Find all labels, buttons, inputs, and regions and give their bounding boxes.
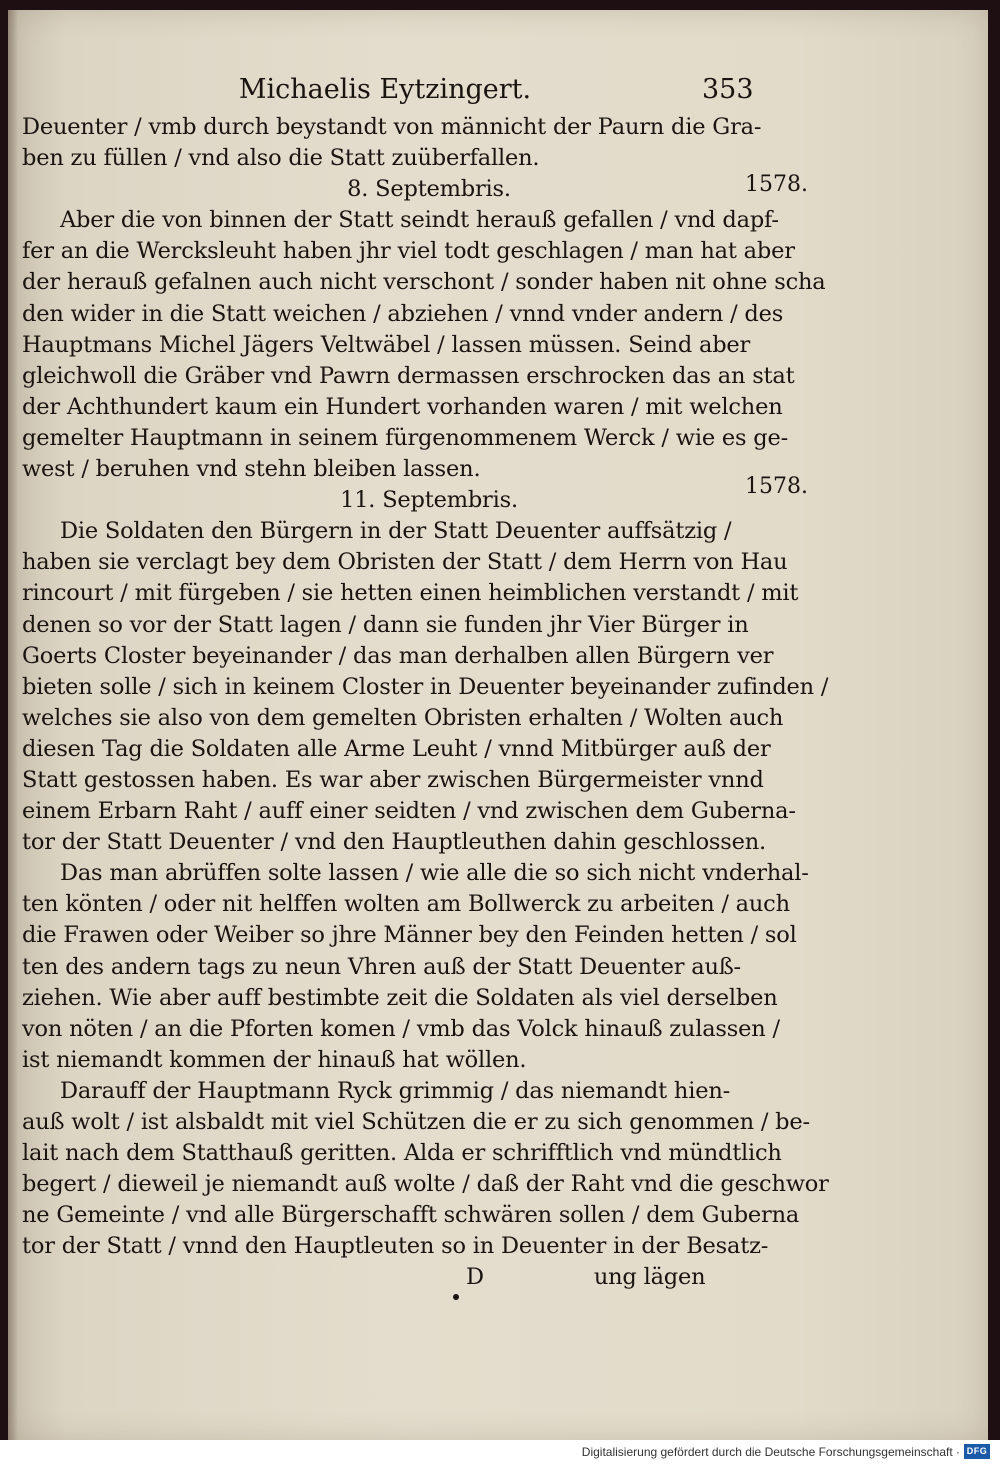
text-line: der Achthundert kaum ein Hundert vorhanden waren / mit welchen	[22, 393, 783, 420]
text-line: lait nach dem Statthauß geritten. Alda er schrifftlich vnd mündtlich	[22, 1140, 782, 1167]
text-line: denen so vor der Statt lagen / dann sie funden jhr Vier Bürger in	[22, 611, 749, 638]
signature-line	[22, 1262, 746, 1293]
text-line: Darauff der Hauptmann Ryck grimmig / das niemandt hien-	[60, 1077, 731, 1104]
signature-mark: D	[466, 1264, 484, 1291]
margin-note-year: 1578.	[745, 172, 808, 197]
text-line: ten könten / oder nit helffen wolten am Bollwerck zu arbeiten / auch	[22, 891, 790, 918]
text-line: Die Soldaten den Bürgern in der Statt Deuenter auffsätzig /	[60, 518, 732, 545]
text-line: Goerts Closter beyeinander / das man derhalben allen Bürgern ver	[22, 642, 774, 669]
text-line: Hauptmans Michel Jägers Veltwäbel / lassen müssen. Seind aber	[22, 331, 751, 358]
text-line: ziehen. Wie aber auff bestimbte zeit die Soldaten als viel derselben	[22, 984, 778, 1011]
text-line: ten des andern tags zu neun Vhren auß der Statt Deuenter auß-	[22, 953, 741, 980]
text-line: rincourt / mit fürgeben / sie hetten einen heimblichen verstandt / mit	[22, 580, 799, 607]
text-line: Aber die von binnen der Statt seindt herauß gefallen / vnd dapf-	[60, 207, 779, 234]
text-line: die Frawen oder Weiber so jhre Männer bey den Feinden hetten / sol	[22, 922, 797, 949]
footer-credit: Digitalisierung gefördert durch die Deutsche Forschungsgemeinschaft ·	[581, 1445, 960, 1459]
text-line: ist niemandt kommen der hinauß hat wöllen.	[22, 1046, 527, 1073]
text-line: von nöten / an die Pforten komen / vmb das Volck hinauß zulassen /	[22, 1015, 780, 1042]
text-line: der herauß gefalnen auch nicht verschont / sonder haben nit ohne scha	[22, 269, 826, 296]
text-line: bieten solle / sich in keinem Closter in Deuenter beyeinander zufinden /	[22, 673, 829, 700]
text-line: fer an die Wercksleuht haben jhr viel todt geschlagen / man hat aber	[22, 238, 795, 265]
footer-bar	[0, 1440, 1000, 1466]
running-header: Michaelis Eytzingert.	[238, 74, 532, 105]
text-line: west / beruhen vnd stehn bleiben lassen.	[22, 456, 481, 483]
catchword: ung lägen	[593, 1264, 706, 1291]
dfg-logo-icon: DFG	[964, 1444, 990, 1459]
text-line: Das man abrüffen solte lassen / wie alle die so sich nicht vnderhal-	[60, 860, 809, 887]
page-number: 353	[702, 74, 754, 105]
text-line: den wider in die Statt weichen / abziehen / vnnd vnder andern / des	[22, 300, 784, 327]
text-line: ben zu füllen / vnd also die Statt zuüberfallen.	[22, 145, 540, 172]
text-line: auß wolt / ist alsbaldt mit viel Schützen die er zu sich genommen / be-	[22, 1109, 810, 1135]
text-line: tor der Statt / vnnd den Hauptleuten so in Deuenter in der Besatz-	[22, 1233, 769, 1260]
text-line: Statt gestossen haben. Es war aber zwischen Bürgermeister vnnd	[22, 766, 764, 793]
date-heading: 8. Septembris.	[347, 176, 511, 203]
page-gutter-shadow	[8, 10, 18, 1440]
text-line: Deuenter / vmb durch beystandt von männicht der Paurn die Gra-	[22, 114, 762, 140]
text-line: diesen Tag die Soldaten alle Arme Leuht / vnnd Mitbürger auß der	[22, 735, 771, 762]
text-line: begert / dieweil je niemandt auß wolte / daß der Raht vnd die geschwor	[22, 1171, 829, 1198]
margin-note-year: 1578.	[745, 474, 808, 499]
text-line: ne Gemeinte / vnd alle Bürgerschafft schwären sollen / dem Guberna	[22, 1202, 800, 1229]
ornament-dot	[453, 1294, 459, 1300]
text-line: gleichwoll die Gräber vnd Pawrn dermassen erschrocken das an stat	[22, 362, 795, 389]
text-line: einem Erbarn Raht / auff einer seidten / vnd zwischen dem Guberna-	[22, 798, 796, 825]
text-line: haben sie verclagt bey dem Obristen der Statt / dem Herrn von Hau	[22, 549, 788, 576]
date-heading: 11. Septembris.	[340, 487, 518, 514]
text-line: tor der Statt Deuenter / vnd den Hauptleuthen dahin geschlossen.	[22, 829, 766, 856]
text-line: welches sie also von dem gemelten Obristen erhalten / Wolten auch	[22, 704, 784, 731]
text-line: gemelter Hauptmann in seinem fürgenommenem Werck / wie es ge-	[22, 424, 789, 451]
